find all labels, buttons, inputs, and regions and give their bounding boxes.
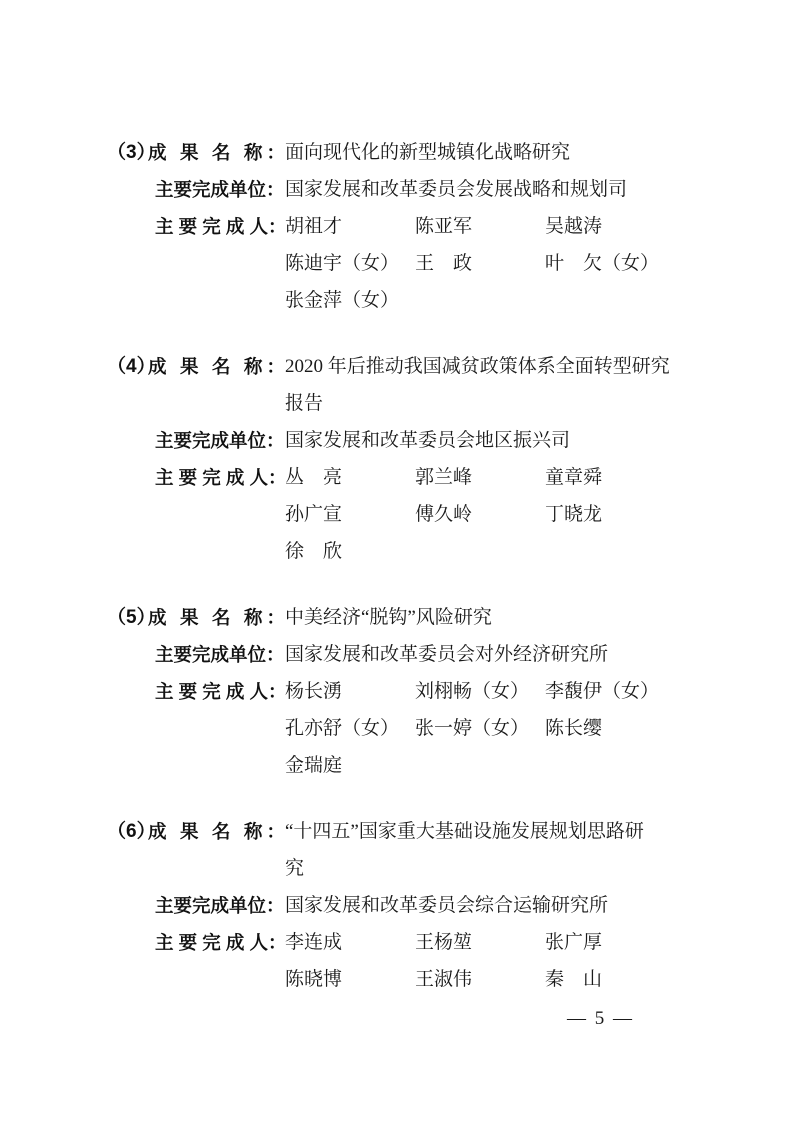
result-title-row bbox=[107, 813, 794, 850]
unit-row bbox=[107, 422, 794, 459]
label-main-unit: 主要完成单位： bbox=[155, 644, 285, 665]
result-title-line2: 究 bbox=[285, 858, 305, 879]
person-name: 陈迪宇（女） bbox=[285, 253, 400, 274]
unit-row bbox=[107, 171, 794, 208]
item-number: （4） bbox=[107, 356, 156, 377]
item-number: （3） bbox=[107, 142, 156, 163]
person-name: 李馥伊（女） bbox=[545, 681, 660, 702]
label-main-unit: 主要完成单位： bbox=[155, 430, 285, 451]
names-row bbox=[285, 245, 794, 282]
person-name: 孙广宣 bbox=[285, 504, 343, 525]
names-row bbox=[285, 282, 794, 319]
indent-spacer bbox=[107, 422, 155, 459]
person-name: 吴越涛 bbox=[545, 216, 603, 237]
person-name: 王杨堃 bbox=[415, 932, 473, 953]
person-name: 孔亦舒（女） bbox=[285, 718, 400, 739]
names-row bbox=[285, 673, 794, 710]
person-name: 杨长湧 bbox=[285, 681, 343, 702]
unit-row bbox=[107, 887, 794, 924]
names-row bbox=[285, 459, 794, 496]
people-row bbox=[107, 496, 794, 533]
names-row bbox=[285, 924, 794, 961]
names-row bbox=[285, 747, 794, 784]
indent-spacer bbox=[107, 171, 155, 208]
names-row bbox=[285, 710, 794, 747]
names-row bbox=[285, 208, 794, 245]
people-row bbox=[107, 459, 794, 496]
indent-spacer bbox=[107, 208, 155, 245]
person-name: 丛 亮 bbox=[285, 467, 343, 488]
label-result-name: 成 果 名 称： bbox=[148, 821, 285, 842]
person-name: 陈亚军 bbox=[415, 216, 473, 237]
unit-name: 国家发展和改革委员会发展战略和规划司 bbox=[285, 179, 628, 200]
indent-spacer bbox=[107, 282, 285, 319]
label-result-name: 成 果 名 称： bbox=[148, 142, 285, 163]
label-result-name: 成 果 名 称： bbox=[148, 356, 285, 377]
result-title-row bbox=[107, 599, 794, 636]
people-row bbox=[107, 924, 794, 961]
person-name: 郭兰峰 bbox=[415, 467, 473, 488]
result-title: 中美经济“脱钩”风险研究 bbox=[285, 607, 492, 628]
names-row bbox=[285, 496, 794, 533]
indent-spacer bbox=[107, 924, 155, 961]
person-name: 王 政 bbox=[415, 253, 473, 274]
people-row bbox=[107, 208, 794, 245]
result-item-6 bbox=[107, 813, 794, 998]
result-title: 2020 年后推动我国减贫政策体系全面转型研究 bbox=[285, 356, 670, 377]
person-name: 胡祖才 bbox=[285, 216, 343, 237]
person-name: 张广厚 bbox=[545, 932, 603, 953]
people-row bbox=[107, 673, 794, 710]
people-row bbox=[107, 710, 794, 747]
people-row bbox=[107, 747, 794, 784]
person-name: 童章舜 bbox=[545, 467, 603, 488]
indent-spacer bbox=[107, 850, 285, 887]
result-title-continuation bbox=[107, 850, 794, 887]
person-name: 陈长缨 bbox=[545, 718, 603, 739]
indent-spacer bbox=[107, 385, 285, 422]
names-row bbox=[285, 533, 794, 570]
result-item-4 bbox=[107, 348, 794, 570]
label-main-unit: 主要完成单位： bbox=[155, 179, 285, 200]
item-number: （5） bbox=[107, 607, 156, 628]
indent-spacer bbox=[107, 710, 285, 747]
indent-spacer bbox=[107, 673, 155, 710]
unit-name: 国家发展和改革委员会对外经济研究所 bbox=[285, 644, 609, 665]
label-main-people: 主 要 完 成 人： bbox=[155, 216, 287, 237]
indent-spacer bbox=[107, 459, 155, 496]
person-name: 金瑞庭 bbox=[285, 755, 343, 776]
person-name: 张金萍（女） bbox=[285, 290, 400, 311]
label-main-people: 主 要 完 成 人： bbox=[155, 467, 287, 488]
indent-spacer bbox=[107, 636, 155, 673]
label-main-people: 主 要 完 成 人： bbox=[155, 681, 287, 702]
person-name: 傅久岭 bbox=[415, 504, 473, 525]
label-main-people: 主 要 完 成 人： bbox=[155, 932, 287, 953]
label-result-name: 成 果 名 称： bbox=[148, 607, 285, 628]
person-name: 王淑伟 bbox=[415, 969, 473, 990]
people-row bbox=[107, 961, 794, 998]
result-title: “十四五”国家重大基础设施发展规划思路研 bbox=[285, 821, 644, 842]
people-row bbox=[107, 245, 794, 282]
result-title-row bbox=[107, 134, 794, 171]
indent-spacer bbox=[107, 533, 285, 570]
indent-spacer bbox=[107, 961, 285, 998]
person-name: 徐 欣 bbox=[285, 541, 343, 562]
result-item-5 bbox=[107, 599, 794, 784]
person-name: 刘栩畅（女） bbox=[415, 681, 530, 702]
result-title-line2: 报告 bbox=[285, 393, 324, 414]
unit-name: 国家发展和改革委员会综合运输研究所 bbox=[285, 895, 609, 916]
item-number: （6） bbox=[107, 821, 156, 842]
person-name: 叶 欠（女） bbox=[545, 253, 660, 274]
people-row bbox=[107, 282, 794, 319]
indent-spacer bbox=[107, 245, 285, 282]
result-title: 面向现代化的新型城镇化战略研究 bbox=[285, 142, 571, 163]
person-name: 秦 山 bbox=[545, 969, 603, 990]
label-main-unit: 主要完成单位： bbox=[155, 895, 285, 916]
result-title-row bbox=[107, 348, 794, 385]
person-name: 李连成 bbox=[285, 932, 343, 953]
person-name: 丁晓龙 bbox=[545, 504, 603, 525]
result-item-3 bbox=[107, 134, 794, 319]
person-name: 陈晓博 bbox=[285, 969, 343, 990]
person-name: 张一婷（女） bbox=[415, 718, 530, 739]
page-number: — 5 — bbox=[567, 1008, 634, 1029]
indent-spacer bbox=[107, 887, 155, 924]
indent-spacer bbox=[107, 496, 285, 533]
unit-row bbox=[107, 636, 794, 673]
result-title-continuation bbox=[107, 385, 794, 422]
unit-name: 国家发展和改革委员会地区振兴司 bbox=[285, 430, 571, 451]
names-row bbox=[285, 961, 794, 998]
people-row bbox=[107, 533, 794, 570]
indent-spacer bbox=[107, 747, 285, 784]
